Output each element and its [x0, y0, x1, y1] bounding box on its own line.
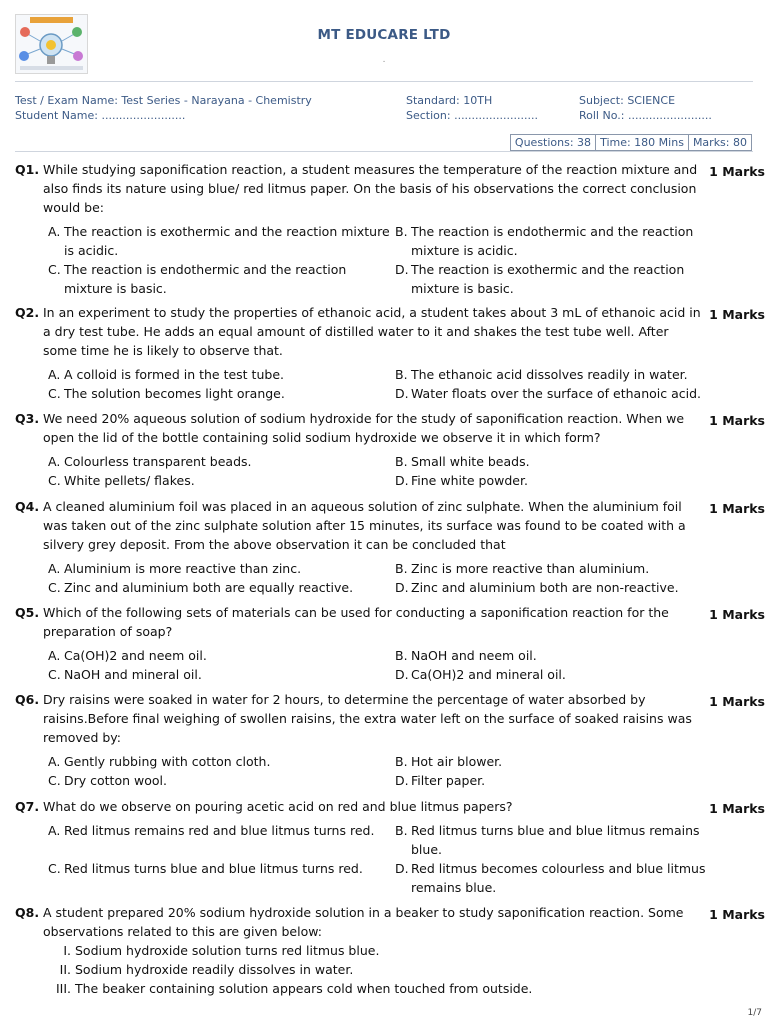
- option-b: [395, 452, 708, 471]
- option-text: Ca(OH)2 and neem oil.: [64, 648, 207, 663]
- question-1: [15, 160, 765, 298]
- option-label: A.: [48, 754, 61, 769]
- statement-label: I.: [63, 943, 71, 958]
- statement-text: Sodium hydroxide readily dissolves in water.: [75, 962, 354, 977]
- question-number: Q5.: [15, 605, 40, 620]
- option-d: [395, 771, 708, 790]
- option-text: Red litmus becomes colourless and blue litmus remains blue.: [411, 861, 706, 895]
- question-text: What do we observe on pouring acetic acid on red and blue litmus papers?: [43, 799, 513, 814]
- option-text: The reaction is exothermic and the reaction mixture is acidic.: [64, 224, 390, 258]
- question-marks: 1 Marks: [709, 413, 765, 428]
- option-b: [395, 365, 708, 384]
- option-label: B.: [395, 367, 408, 382]
- option-text: NaOH and mineral oil.: [64, 667, 202, 682]
- options: [48, 646, 708, 684]
- question-number: Q7.: [15, 799, 40, 814]
- option-c: [48, 859, 395, 897]
- option-label: C.: [48, 473, 61, 488]
- question-count: Questions: 38: [510, 134, 596, 151]
- option-c: [48, 578, 395, 597]
- question-number: Q6.: [15, 692, 40, 707]
- option-label: B.: [395, 823, 408, 838]
- option-label: C.: [48, 861, 61, 876]
- option-text: Red litmus turns blue and blue litmus turns red.: [64, 861, 363, 876]
- option-text: The reaction is exothermic and the reaction mixture is basic.: [411, 262, 685, 296]
- options: [48, 222, 708, 298]
- statement-label: II.: [59, 962, 71, 977]
- question-8: [15, 903, 765, 998]
- option-text: The solution becomes light orange.: [64, 386, 285, 401]
- option-label: A.: [48, 648, 61, 663]
- total-marks: Marks: 80: [688, 134, 752, 151]
- question-text: We need 20% aqueous solution of sodium hydroxide for the study of saponification reaction. When we open the lid of the bottle containing solid sodium hydroxide we observe it in which form?: [43, 411, 685, 445]
- option-b: [395, 752, 708, 771]
- option-label: C.: [48, 580, 61, 595]
- option-text: Gently rubbing with cotton cloth.: [64, 754, 271, 769]
- question-number: Q4.: [15, 499, 40, 514]
- question-3: [15, 409, 765, 490]
- question-2: [15, 303, 765, 403]
- option-b: [395, 821, 708, 859]
- option-a: [48, 559, 395, 578]
- option-text: Red litmus remains red and blue litmus turns red.: [64, 823, 375, 838]
- option-text: Dry cotton wool.: [64, 773, 167, 788]
- statement-text: The beaker containing solution appears cold when touched from outside.: [75, 981, 533, 996]
- option-a: [48, 452, 395, 471]
- option-text: Zinc and aluminium both are non-reactive.: [411, 580, 679, 595]
- option-label: D.: [395, 667, 409, 682]
- option-text: A colloid is formed in the test tube.: [64, 367, 284, 382]
- option-text: White pellets/ flakes.: [64, 473, 195, 488]
- option-c: [48, 771, 395, 790]
- options: [48, 559, 708, 597]
- option-label: C.: [48, 386, 61, 401]
- option-label: A.: [48, 823, 61, 838]
- statements: [51, 941, 765, 998]
- option-a: [48, 752, 395, 771]
- question-text: Which of the following sets of materials can be used for conducting a saponification reaction for the preparation of soap?: [43, 605, 669, 639]
- question-text: A cleaned aluminium foil was placed in an aqueous solution of zinc sulphate. When the aluminium foil was taken out of the zinc sulphate solution after 15 minutes, its surface was found to be coated with a silvery grey deposit. From the above observation it can be concluded that: [43, 499, 686, 552]
- option-label: D.: [395, 262, 409, 277]
- question-number: Q2.: [15, 305, 40, 320]
- student-name: Student Name: ........................: [15, 109, 186, 122]
- standard: Standard: 10TH: [406, 94, 493, 107]
- time-limit: Time: 180 Mins: [595, 134, 689, 151]
- option-a: [48, 646, 395, 665]
- question-text: In an experiment to study the properties of ethanoic acid, a student takes about 3 mL of ethanoic acid in a dry test tube. He adds an equal amount of distilled water to it and shakes the test tube well. After some time he is likely to observe that.: [43, 305, 701, 358]
- question-text: While studying saponification reaction, a student measures the temperature of the reaction mixture and also finds its nature using blue/ red litmus paper. On the basis of his observations the correct conclusion would be:: [43, 162, 698, 215]
- option-label: A.: [48, 561, 61, 576]
- exam-summary: [511, 134, 752, 151]
- option-b: [395, 222, 708, 260]
- statement-text: Sodium hydroxide solution turns red litmus blue.: [75, 943, 380, 958]
- option-c: [48, 665, 395, 684]
- option-text: Filter paper.: [411, 773, 486, 788]
- question-number: Q8.: [15, 905, 40, 920]
- statement-1: [51, 941, 765, 960]
- question-marks: 1 Marks: [709, 307, 765, 322]
- option-label: B.: [395, 561, 408, 576]
- option-text: Hot air blower.: [411, 754, 503, 769]
- question-marks: 1 Marks: [709, 801, 765, 816]
- question-marks: 1 Marks: [709, 607, 765, 622]
- option-d: [395, 471, 708, 490]
- option-text: Aluminium is more reactive than zinc.: [64, 561, 302, 576]
- option-text: Water floats over the surface of ethanoic acid.: [411, 386, 701, 401]
- question-marks: 1 Marks: [709, 907, 765, 922]
- roll-number: Roll No.: ........................: [579, 109, 712, 122]
- option-label: B.: [395, 454, 408, 469]
- header-divider: [15, 81, 753, 82]
- option-text: The reaction is endothermic and the reaction mixture is acidic.: [411, 224, 694, 258]
- question-marks: 1 Marks: [709, 501, 765, 516]
- option-d: [395, 384, 708, 403]
- option-d: [395, 578, 708, 597]
- option-a: [48, 365, 395, 384]
- option-label: B.: [395, 754, 408, 769]
- option-text: Red litmus turns blue and blue litmus remains blue.: [411, 823, 700, 857]
- option-d: [395, 260, 708, 298]
- question-number: Q1.: [15, 162, 40, 177]
- option-c: [48, 471, 395, 490]
- option-text: Colourless transparent beads.: [64, 454, 252, 469]
- question-marks: 1 Marks: [709, 164, 765, 179]
- options: [48, 752, 708, 790]
- option-text: Fine white powder.: [411, 473, 528, 488]
- statement-2: [51, 960, 765, 979]
- option-text: NaOH and neem oil.: [411, 648, 537, 663]
- option-d: [395, 665, 708, 684]
- question-number: Q3.: [15, 411, 40, 426]
- question-6: [15, 690, 765, 790]
- question-7: [15, 797, 765, 897]
- question-marks: 1 Marks: [709, 694, 765, 709]
- option-label: C.: [48, 262, 61, 277]
- page-number: 1/7: [747, 1008, 762, 1018]
- question-5: [15, 603, 765, 684]
- option-text: The ethanoic acid dissolves readily in water.: [411, 367, 688, 382]
- question-text: Dry raisins were soaked in water for 2 hours, to determine the percentage of water absorbed by raisins.Before final weighing of swollen raisins, the extra water left on the surface of soaked raisins was removed by:: [43, 692, 692, 745]
- options: [48, 821, 708, 897]
- option-c: [48, 384, 395, 403]
- option-text: Zinc and aluminium both are equally reactive.: [64, 580, 354, 595]
- company-logo: [15, 14, 88, 74]
- option-text: Ca(OH)2 and mineral oil.: [411, 667, 566, 682]
- option-label: D.: [395, 386, 409, 401]
- options: [48, 452, 708, 490]
- option-label: C.: [48, 667, 61, 682]
- option-label: D.: [395, 861, 409, 876]
- option-label: D.: [395, 773, 409, 788]
- question-text: A student prepared 20% sodium hydroxide solution in a beaker to study saponification reaction. Some observations related to this are given below:: [43, 905, 684, 939]
- option-label: A.: [48, 224, 61, 239]
- option-label: A.: [48, 454, 61, 469]
- option-label: D.: [395, 580, 409, 595]
- option-text: Small white beads.: [411, 454, 530, 469]
- section: Section: ........................: [406, 109, 538, 122]
- option-b: [395, 559, 708, 578]
- option-label: B.: [395, 224, 408, 239]
- exam-name: Test / Exam Name: Test Series - Narayana - Chemistry: [15, 94, 312, 107]
- option-label: C.: [48, 773, 61, 788]
- options: [48, 365, 708, 403]
- option-a: [48, 821, 395, 859]
- statement-3: [51, 979, 765, 998]
- option-text: Zinc is more reactive than aluminium.: [411, 561, 650, 576]
- option-c: [48, 260, 395, 298]
- summary-divider: [15, 151, 753, 152]
- option-label: D.: [395, 473, 409, 488]
- option-label: A.: [48, 367, 61, 382]
- company-title: MT EDUCARE LTD: [317, 27, 451, 43]
- title-subtext: .: [382, 55, 386, 65]
- option-text: The reaction is endothermic and the reaction mixture is basic.: [64, 262, 347, 296]
- statement-label: III.: [55, 981, 71, 996]
- question-4: [15, 497, 765, 597]
- option-label: B.: [395, 648, 408, 663]
- option-b: [395, 646, 708, 665]
- subject: Subject: SCIENCE: [579, 94, 676, 107]
- option-a: [48, 222, 395, 260]
- option-d: [395, 859, 708, 897]
